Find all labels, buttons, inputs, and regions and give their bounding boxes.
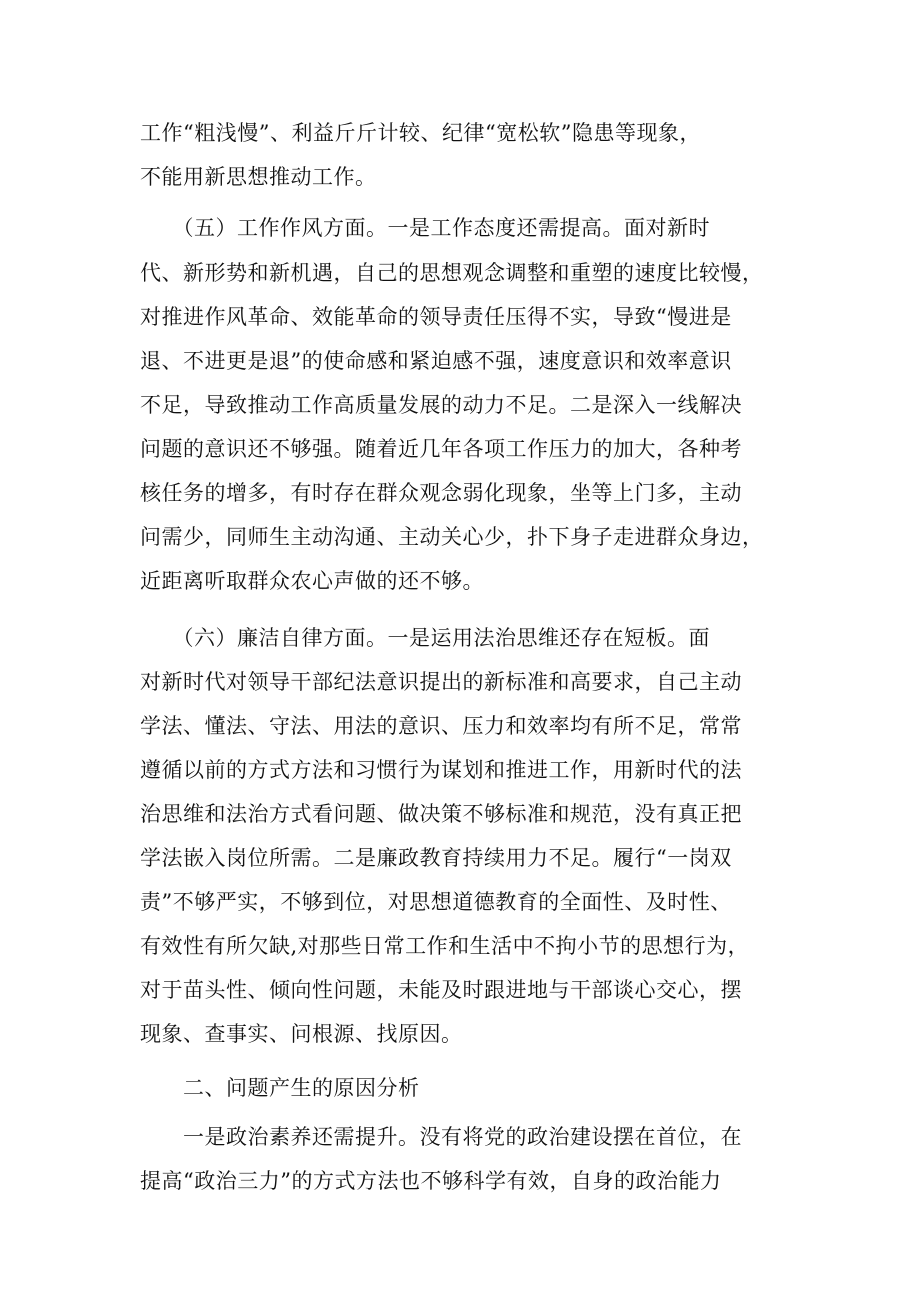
text-line: 现象、查事实、问根源、找原因。 — [140, 1022, 463, 1046]
text-line: 治思维和法治方式看问题、做决策不够标准和规范，没有真正把 — [140, 802, 742, 826]
text-line: 问题的意识还不够强。随着近几年各项工作压力的加大，各种考 — [140, 437, 742, 461]
text-line: 工作“粗浅慢”、利益斤斤计较、纪律“宽松软”隐患等现象， — [140, 121, 701, 145]
section-heading: 二、问题产生的原因分析 — [140, 1076, 420, 1100]
text-line: 一是政治素养还需提升。没有将党的政治建设摆在首位，在 — [140, 1125, 742, 1149]
text-line: 学法嵌入岗位所需。二是廉政教育持续用力不足。履行“一岗双 — [140, 846, 732, 870]
text-line: 近距离听取群众农心声做的还不够。 — [140, 569, 484, 593]
text-line: 代、新形势和新机遇，自己的思想观念调整和重塑的速度比较慢， — [140, 261, 764, 285]
text-line: 核任务的增多，有时存在群众观念弱化现象，坐等上门多，主动 — [140, 481, 742, 505]
text-line: 学法、懂法、守法、用法的意识、压力和效率均有所不足，常常 — [140, 714, 742, 738]
text-line: 对推进作风革命、效能革命的领导责任压得不实，导致“慢进是 — [140, 305, 732, 329]
text-line: 不足，导致推动工作高质量发展的动力不足。二是深入一线解决 — [140, 393, 742, 417]
text-line: 责”不够严实，不够到位，对思想道德教育的全面性、及时性、 — [140, 890, 732, 914]
text-line: 不能用新思想推动工作。 — [140, 165, 377, 189]
text-line: 对新时代对领导干部纪法意识提出的新标准和高要求，自己主动 — [140, 670, 742, 694]
text-line: 退、不进更是退”的使命感和紧迫感不强，速度意识和效率意识 — [140, 349, 732, 373]
text-line: （五）工作作风方面。一是工作态度还需提高。面对新时 — [140, 216, 710, 240]
text-line: 提高“政治三力”的方式方法也不够科学有效，自身的政治能力 — [140, 1169, 722, 1193]
text-line: 对于苗头性、倾向性问题，未能及时跟进地与干部谈心交心，摆 — [140, 978, 742, 1002]
text-line: 问需少，同师生主动沟通、主动关心少，扑下身子走进群众身边， — [140, 525, 764, 549]
text-line: （六）廉洁自律方面。一是运用法治思维还存在短板。面 — [140, 626, 710, 650]
text-line: 遵循以前的方式方法和习惯行为谋划和推进工作，用新时代的法 — [140, 758, 742, 782]
text-line: 有效性有所欠缺,对那些日常工作和生活中不拘小节的思想行为， — [140, 934, 750, 958]
